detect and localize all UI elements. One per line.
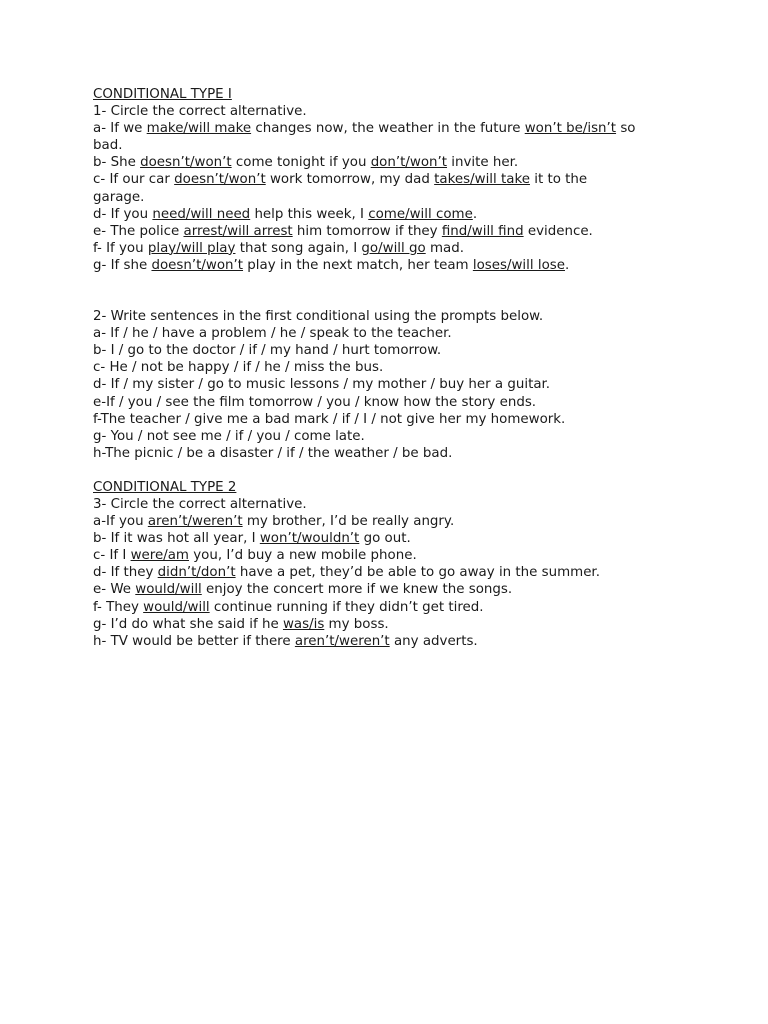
line-text: g- I’d do what she said if he xyxy=(93,616,283,632)
answer-option: aren’t/weren’t xyxy=(147,514,243,530)
section1-exercises xyxy=(93,103,683,274)
line-text: my brother, I’d be really angry. xyxy=(242,514,455,530)
line-text: e- We xyxy=(93,582,136,598)
line-text: c- If our car xyxy=(93,172,175,188)
answer-option: won’t be/isn’t xyxy=(524,121,617,137)
exercise-line xyxy=(93,496,683,513)
answer-option: would/will xyxy=(143,599,210,615)
answer-option: arrest/will arrest xyxy=(183,223,293,239)
answer-option: doesn’t/won’t xyxy=(174,172,266,188)
exercise-line xyxy=(93,411,683,428)
exercise-line xyxy=(93,616,683,633)
line-text: my boss. xyxy=(324,616,389,632)
line-text: d- If they xyxy=(93,565,158,581)
exercise-line xyxy=(93,359,683,376)
line-text: c- He / not be happy / if / he / miss the bus. xyxy=(93,360,384,376)
exercise-line xyxy=(93,206,683,223)
line-text: work tomorrow, my dad xyxy=(265,172,435,188)
section3-heading: CONDITIONAL TYPE 2 xyxy=(93,479,237,495)
line-text: play in the next match, her team xyxy=(243,257,473,273)
answer-option: find/will find xyxy=(441,223,524,239)
line-text: d- If you xyxy=(93,206,153,222)
exercise-line xyxy=(93,189,683,206)
line-text: f- They xyxy=(93,599,144,615)
document-content xyxy=(93,86,683,650)
line-text: e- The police xyxy=(93,223,184,239)
line-text: e-If / you / see the film tomorrow / you / know how the story ends. xyxy=(93,394,537,410)
answer-option: takes/will take xyxy=(434,172,530,188)
line-text: b- She xyxy=(93,155,141,171)
line-text: b- If it was hot all year, I xyxy=(93,531,260,547)
exercise-line xyxy=(93,154,683,171)
section-spacer xyxy=(93,274,683,308)
line-text: f-The teacher / give me a bad mark / if / I / not give her my homework. xyxy=(93,411,566,427)
exercise-line xyxy=(93,120,683,137)
line-text: . xyxy=(564,257,570,273)
line-text: come tonight if you xyxy=(231,155,371,171)
line-text: mad. xyxy=(425,240,464,256)
line-text: so xyxy=(616,121,636,137)
line-text: a-If you xyxy=(93,514,148,530)
exercise-line xyxy=(93,581,683,598)
exercise-line xyxy=(93,445,683,462)
exercise-line xyxy=(93,599,683,616)
answer-option: go/will go xyxy=(361,240,426,256)
line-text: 3- Circle the correct alternative. xyxy=(93,496,307,512)
exercise-line xyxy=(93,342,683,359)
answer-option: need/will need xyxy=(152,206,251,222)
line-text: any adverts. xyxy=(389,633,478,649)
line-text: you, I’d buy a new mobile phone. xyxy=(188,548,417,564)
exercise-line xyxy=(93,633,683,650)
answer-option: make/will make xyxy=(146,121,252,137)
section-spacer xyxy=(93,462,683,479)
answer-option: would/will xyxy=(135,582,202,598)
answer-option: were/am xyxy=(130,548,189,564)
exercise-line xyxy=(93,223,683,240)
line-text: invite her. xyxy=(447,155,519,171)
answer-option: was/is xyxy=(282,616,325,632)
answer-option: doesn’t/won’t xyxy=(140,155,232,171)
exercise-line xyxy=(93,137,683,154)
line-text: it to the xyxy=(529,172,588,188)
line-text: a- If we xyxy=(93,121,147,137)
exercise-line xyxy=(93,308,683,325)
exercise-line xyxy=(93,325,683,342)
exercise-line xyxy=(93,428,683,445)
line-text: that song again, I xyxy=(235,240,362,256)
exercise-line xyxy=(93,171,683,188)
answer-option: loses/will lose xyxy=(472,257,565,273)
exercise-line xyxy=(93,376,683,393)
exercise-line xyxy=(93,103,683,120)
section2-exercises xyxy=(93,308,683,462)
line-text: a- If / he / have a problem / he / speak to the teacher. xyxy=(93,326,452,342)
section1-heading: CONDITIONAL TYPE I xyxy=(93,87,232,102)
section3-exercises xyxy=(93,496,683,650)
line-text: help this week, I xyxy=(250,206,369,222)
answer-option: come/will come xyxy=(368,206,473,222)
line-text: g- You / not see me / if / you / come late. xyxy=(93,428,365,444)
answer-option: play/will play xyxy=(147,240,236,256)
exercise-line xyxy=(93,564,683,581)
line-text: g- If she xyxy=(93,257,152,273)
exercise-line xyxy=(93,547,683,564)
line-text: c- If I xyxy=(93,548,131,564)
line-text: go out. xyxy=(359,531,411,547)
answer-option: won’t/wouldn’t xyxy=(259,531,360,547)
line-text: h-The picnic / be a disaster / if / the weather / be bad. xyxy=(93,445,453,461)
answer-option: doesn’t/won’t xyxy=(151,257,244,273)
line-text: changes now, the weather in the future xyxy=(251,121,525,137)
line-text: 2- Write sentences in the first conditional using the prompts below. xyxy=(93,309,544,325)
line-text: bad. xyxy=(93,138,123,154)
answer-option: don’t/won’t xyxy=(370,155,448,171)
exercise-line xyxy=(93,513,683,530)
exercise-line xyxy=(93,394,683,411)
line-text: 1- Circle the correct alternative. xyxy=(93,104,307,120)
line-text: garage. xyxy=(93,189,145,205)
line-text: d- If / my sister / go to music lessons / my mother / buy her a guitar. xyxy=(93,377,551,393)
line-text: f- If you xyxy=(93,240,148,256)
answer-option: aren’t/weren’t xyxy=(294,633,390,649)
line-text: him tomorrow if they xyxy=(292,223,442,239)
line-text: continue running if they didn’t get tired. xyxy=(209,599,484,615)
line-text: evidence. xyxy=(523,223,593,239)
exercise-line xyxy=(93,240,683,257)
line-text: h- TV would be better if there xyxy=(93,633,295,649)
exercise-line xyxy=(93,257,683,274)
line-text: have a pet, they’d be able to go away in the summer. xyxy=(235,565,600,581)
answer-option: didn’t/don’t xyxy=(157,565,236,581)
line-text: b- I / go to the doctor / if / my hand / hurt tomorrow. xyxy=(93,343,442,359)
line-text: . xyxy=(472,206,478,222)
line-text: enjoy the concert more if we knew the songs. xyxy=(201,582,513,598)
exercise-line xyxy=(93,530,683,547)
